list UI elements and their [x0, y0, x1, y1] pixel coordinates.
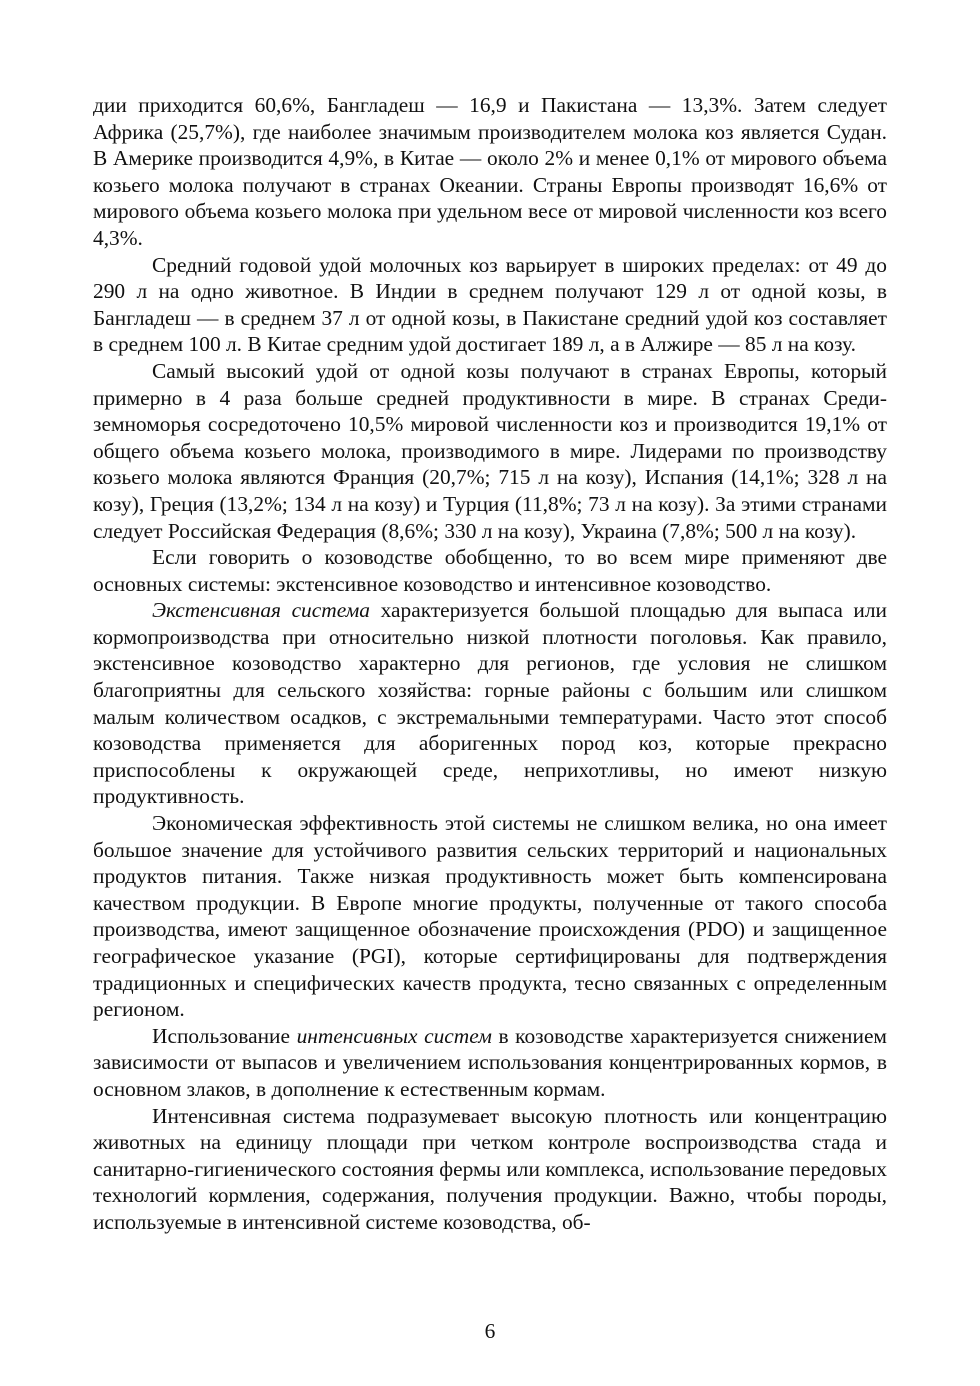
- paragraph-7-before: Использование: [152, 1023, 297, 1048]
- term-extensive-system: Экстенсивная система: [152, 598, 371, 623]
- paragraph-1: дии приходится 60,6%, Бангладеш — 16,9 и Пакистана — 13,3%. Затем следует Африка (25,7%), где наиболее значимым производителем молока коз является Судан. В Америке производится 4,9%, в Китае — около 2% и менее 0,1% от мирового объема козьего молока получают в странах Океании. Страны Европы производят 16,6% от мирового объема козьего молока при удельном весе от мировой численности коз всего 4,3%.: [93, 93, 887, 250]
- paragraph-4: Если говорить о козоводстве обобщенно, то во всем мире применяют две основных системы: экстенсивное козоводство и интенсивное козоводство.: [93, 545, 887, 596]
- paragraph-8: Интенсивная система подразумевает высокую плотность или концентрацию животных на единицу площади при четком контроле воспроизводства стада и санитарно-гигиенического состояния фермы или комплекса, использование передовых технологий кормления, содержания, получения продукции. Важно, чтобы породы, используемые в интенсивной системе козоводства, об-: [93, 1103, 887, 1234]
- page-body: [93, 92, 887, 1236]
- page-number: 6: [484, 1319, 496, 1343]
- paragraph-7-after: в козоводстве характеризуется снижением зависимости от выпасов и увеличением использования концентрированных кормов, в основном злаков, в дополнение к естественным кормам.: [93, 1023, 887, 1101]
- paragraph-2: Средний годовой удой молочных коз варьирует в широких пределах: от 49 до 290 л на одно животное. В Индии в среднем получают 129 л от одной козы, в Бангладеш — в среднем 37 л от одной козы, в Пакистане средний удой коз составляет в среднем 100 л. В Китае средним удой достигает 189 л, а в Алжире — 85 л на козу.: [93, 252, 887, 357]
- paragraph-7: [93, 1023, 887, 1103]
- term-intensive-systems: интенсивных систем: [296, 1023, 492, 1048]
- paragraph-5: [93, 597, 887, 810]
- paragraph-3: Самый высокий удой от одной козы получают в странах Европы, который примерно в 4 раза больше средней продуктивности в мире. В странах Средиземноморья сосредоточено 10,5% мировой численности коз и производится 19,1% от общего объема козьего молока, производимого в мире. Лидерами по производству козьего молока являются Франция (20,7%; 715 л на козу), Испания (14,1%; 328 л на козу), Греция (13,2%; 134 л на козу) и Турция (11,8%; 73 л на козу). За этими странами следует Российская Федерация (8,6%; 330 л на козу), Украина (7,8%; 500 л на козу).: [93, 358, 887, 543]
- paragraph-5-text: характеризуется большой площадью для выпаса или кормопроизводства при относительно низкой плотности поголовья. Как правило, экстенсивное козоводство характерно для регионов, где условия не слишком благоприятны для сельского хозяйства: горные районы с большим или слишком малым количеством осадков, с экстремальными температурами. Часто этот способ козоводства применяется для аборигенных пород коз, которые прекрасно приспособлены к окружающей среде, неприхотливы, но имеют низкую продуктивность.: [93, 598, 888, 809]
- paragraph-6: Экономическая эффективность этой системы не слишком велика, но она имеет большое значение для устойчивого развития сельских территорий и национальных продуктов питания. Также низкая продуктивность может быть компенсирована качеством продукции. В Европе многие продукты, полученные от такого способа производства, имеют защищенное обозначение происхождения (PDO) и защищенное географическое указание (PGI), которые сертифицированы для подтверждения традиционных и специфических качеств продукта, тесно связанных с определенным регионом.: [93, 811, 887, 1022]
